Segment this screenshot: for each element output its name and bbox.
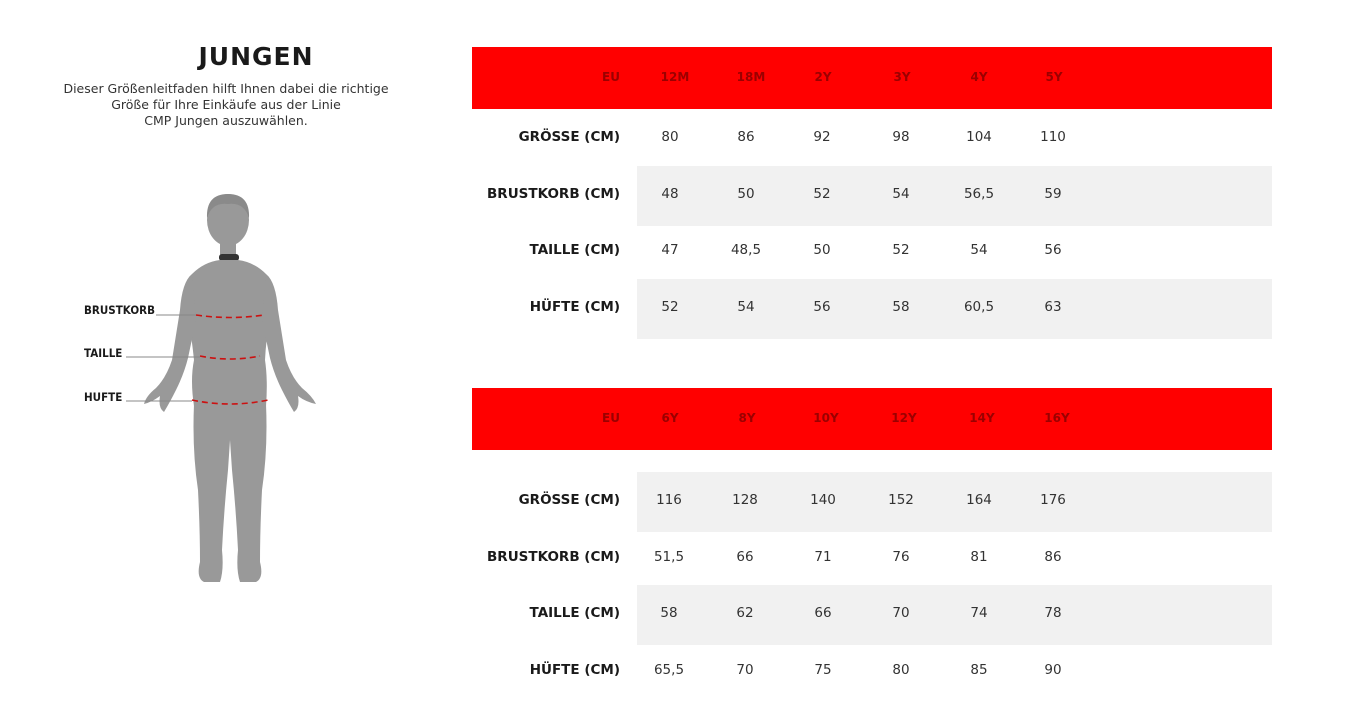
table-row [472, 529, 1272, 586]
row-label: BRUSTKORB (CM) [487, 185, 620, 202]
row-label: TAILLE (CM) [529, 242, 620, 258]
table-cell: 80 [892, 661, 910, 678]
row-label: BRUSTKORB (CM) [487, 548, 620, 565]
table-cell: 152 [888, 492, 914, 508]
table-cell: 54 [892, 185, 910, 202]
table-cell: 51,5 [653, 548, 685, 565]
table-cell: 104 [966, 129, 992, 145]
table-cell: 56 [813, 298, 831, 315]
table-cell: 56 [1044, 242, 1062, 258]
row-label: GRÖSSE (CM) [518, 492, 620, 508]
header-size: 8Y [738, 411, 756, 425]
table-cell: 65,5 [653, 661, 685, 678]
table-cell: 48,5 [730, 242, 762, 258]
header-eu: EU [602, 411, 620, 425]
description-line: Dieser Größenleitfaden hilft Ihnen dabei die richtige [63, 81, 389, 96]
row-label: GRÖSSE (CM) [518, 129, 620, 145]
table-cell: 98 [892, 129, 910, 145]
table-cell: 47 [661, 242, 679, 258]
table-cell: 50 [813, 242, 831, 258]
table-cell: 48 [661, 185, 679, 202]
table-cell: 70 [736, 661, 754, 678]
header-size: 6Y [661, 411, 679, 425]
header-size: 5Y [1045, 70, 1063, 84]
table-cell: 128 [732, 492, 758, 508]
description-line: CMP Jungen auszuwählen. [144, 113, 308, 128]
header-size: 18M [736, 70, 766, 84]
table-row [472, 109, 1272, 166]
table-row [472, 279, 1272, 336]
table-cell: 66 [814, 605, 832, 621]
table-cell: 81 [970, 548, 988, 565]
table-row [472, 166, 1272, 223]
table-row [472, 472, 1272, 529]
table-cell: 78 [1044, 605, 1062, 621]
table-cell: 140 [810, 492, 836, 508]
table-cell: 60,5 [963, 298, 995, 315]
table-cell: 62 [736, 605, 754, 621]
table-cell: 85 [970, 661, 988, 678]
table-cell: 90 [1044, 661, 1062, 678]
header-size: 14Y [969, 411, 995, 425]
table-cell: 58 [660, 605, 678, 621]
table-cell: 74 [970, 605, 988, 621]
table-cell: 66 [736, 548, 754, 565]
table-cell: 50 [737, 185, 755, 202]
table-cell: 54 [970, 242, 988, 258]
table-cell: 52 [661, 298, 679, 315]
page-title: JUNGEN [198, 42, 314, 71]
table-cell: 110 [1040, 129, 1066, 145]
table-cell: 56,5 [963, 185, 995, 202]
table-cell: 92 [813, 129, 831, 145]
row-label: TAILLE (CM) [529, 605, 620, 621]
table-cell: 63 [1044, 298, 1062, 315]
guide-intro [0, 0, 460, 708]
table-cell: 58 [892, 298, 910, 315]
size-table-kids [472, 388, 1272, 698]
table-cell: 116 [656, 492, 682, 508]
row-label: HÜFTE (CM) [529, 298, 620, 315]
table-cell: 54 [737, 298, 755, 315]
table-row [472, 585, 1272, 642]
row-label: HÜFTE (CM) [529, 661, 620, 678]
header-size: 2Y [814, 70, 832, 84]
table-row [472, 222, 1272, 279]
table-cell: 86 [1044, 548, 1062, 565]
size-table-toddler [472, 47, 1272, 335]
table-cell: 75 [814, 661, 832, 678]
table-cell: 76 [892, 548, 910, 565]
table-cell: 59 [1044, 185, 1062, 202]
table-cell: 164 [966, 492, 992, 508]
header-size: 4Y [970, 70, 988, 84]
header-size: 12M [660, 70, 690, 84]
table-cell: 52 [813, 185, 831, 202]
table-header [472, 47, 1272, 109]
table-cell: 176 [1040, 492, 1066, 508]
table-header [472, 388, 1272, 450]
table-cell: 80 [661, 129, 679, 145]
table-cell: 86 [737, 129, 755, 145]
table-row [472, 642, 1272, 699]
header-size: 12Y [891, 411, 917, 425]
chest-label: BRUSTKORB [84, 303, 156, 317]
description-line: Größe für Ihre Einkäufe aus der Linie [111, 97, 341, 112]
hip-label: HUFTE [84, 390, 123, 404]
header-size: 3Y [893, 70, 911, 84]
table-cell: 70 [892, 605, 910, 621]
table-cell: 52 [892, 242, 910, 258]
header-eu: EU [602, 70, 620, 84]
header-size: 16Y [1044, 411, 1070, 425]
table-cell: 71 [814, 548, 832, 565]
guide-description [40, 81, 412, 129]
header-size: 10Y [813, 411, 839, 425]
waist-label: TAILLE [84, 346, 123, 360]
